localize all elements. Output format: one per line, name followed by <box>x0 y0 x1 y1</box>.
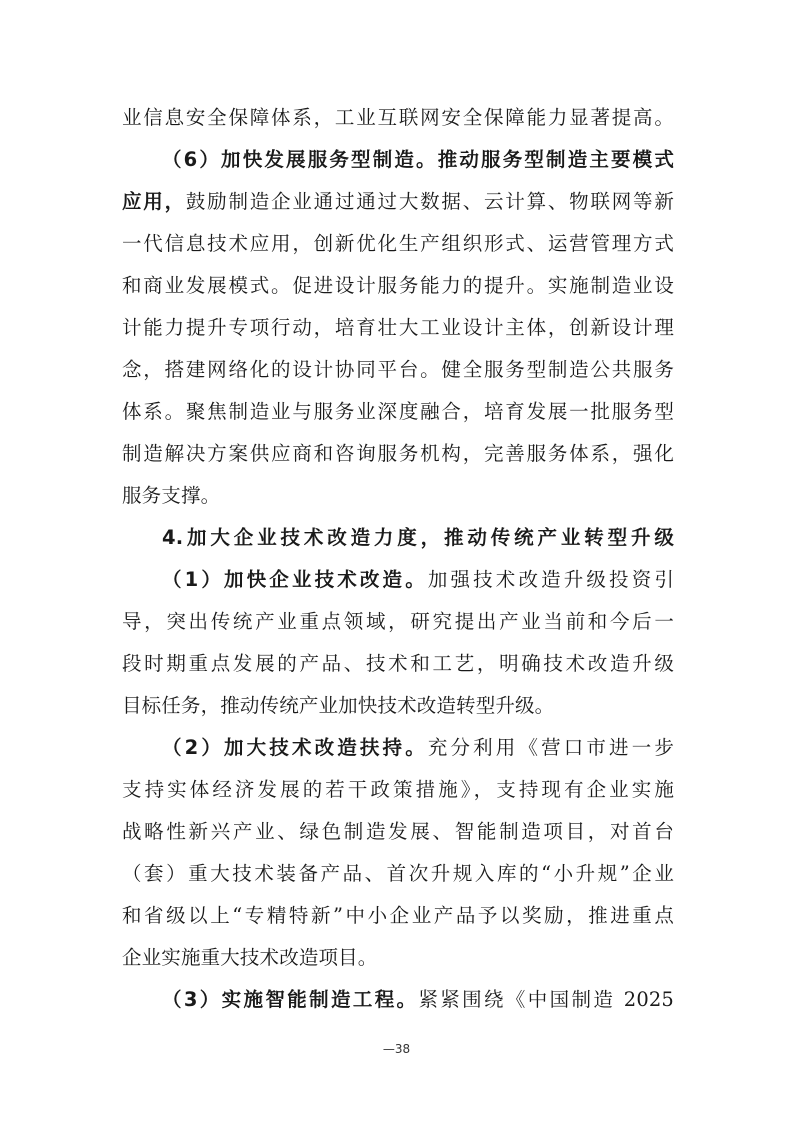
paragraph-line: 制造解决方案供应商和咨询服务机构，完善服务体系，强化 <box>122 442 674 465</box>
paragraph-line: 和省级以上“专精特新”中小企业产品予以奖励，推进重点 <box>122 904 674 927</box>
paragraph-line: 一代信息技术应用，创新优化生产组织形式、运营管理方式 <box>122 232 674 255</box>
paragraph-line: 念，搭建网络化的设计协同平台。健全服务型制造公共服务 <box>122 358 674 381</box>
paragraph-line: 和商业发展模式。促进设计服务能力的提升。实施制造业设 <box>122 274 674 297</box>
page-number: —38 <box>382 1042 411 1056</box>
section-heading: 4.加大企业技术改造力度，推动传统产业转型升级 <box>162 526 674 549</box>
section-heading-line: （6）加快发展服务型制造。推动服务型制造主要模式 <box>162 148 674 171</box>
paragraph-line: 服务支撑。 <box>122 484 221 507</box>
bold-lead: （2）加大技术改造扶持。 <box>162 736 428 759</box>
paragraph-line: 应用，鼓励制造企业通过通过大数据、云计算、物联网等新 <box>122 190 675 213</box>
paragraph-line: 计能力提升专项行动，培育壮大工业设计主体，创新设计理 <box>122 316 674 339</box>
bold-lead: （1）加快企业技术改造。 <box>162 568 428 591</box>
paragraph-line: 体系。聚焦制造业与服务业深度融合，培育发展一批服务型 <box>122 400 674 423</box>
paragraph-line: 段时期重点发展的产品、技术和工艺，明确技术改造升级 <box>122 652 674 675</box>
paragraph-line: 业信息安全保障体系，工业互联网安全保障能力显著提高。 <box>122 106 674 129</box>
bold-lead: 应用， <box>122 190 186 213</box>
paragraph-line: 目标任务，推动传统产业加快技术改造转型升级。 <box>122 694 555 717</box>
paragraph-line: 企业实施重大技术改造项目。 <box>122 946 378 969</box>
paragraph-line: （3）实施智能制造工程。紧紧围绕《中国制造 2025 <box>162 988 674 1011</box>
paragraph-line: （1）加快企业技术改造。加强技术改造升级投资引 <box>162 568 674 591</box>
paragraph-line: （套）重大技术装备产品、首次升规入库的“小升规”企业 <box>122 862 674 885</box>
bold-lead: （3）实施智能制造工程。 <box>162 988 419 1011</box>
paragraph-line: 导，突出传统产业重点领域，研究提出产业当前和今后一 <box>122 610 674 633</box>
paragraph-line: 支持实体经济发展的若干政策措施》，支持现有企业实施 <box>122 778 674 801</box>
paragraph-line: （2）加大技术改造扶持。充分利用《营口市进一步 <box>162 736 674 759</box>
paragraph-line: 战略性新兴产业、绿色制造发展、智能制造项目，对首台 <box>122 820 674 843</box>
